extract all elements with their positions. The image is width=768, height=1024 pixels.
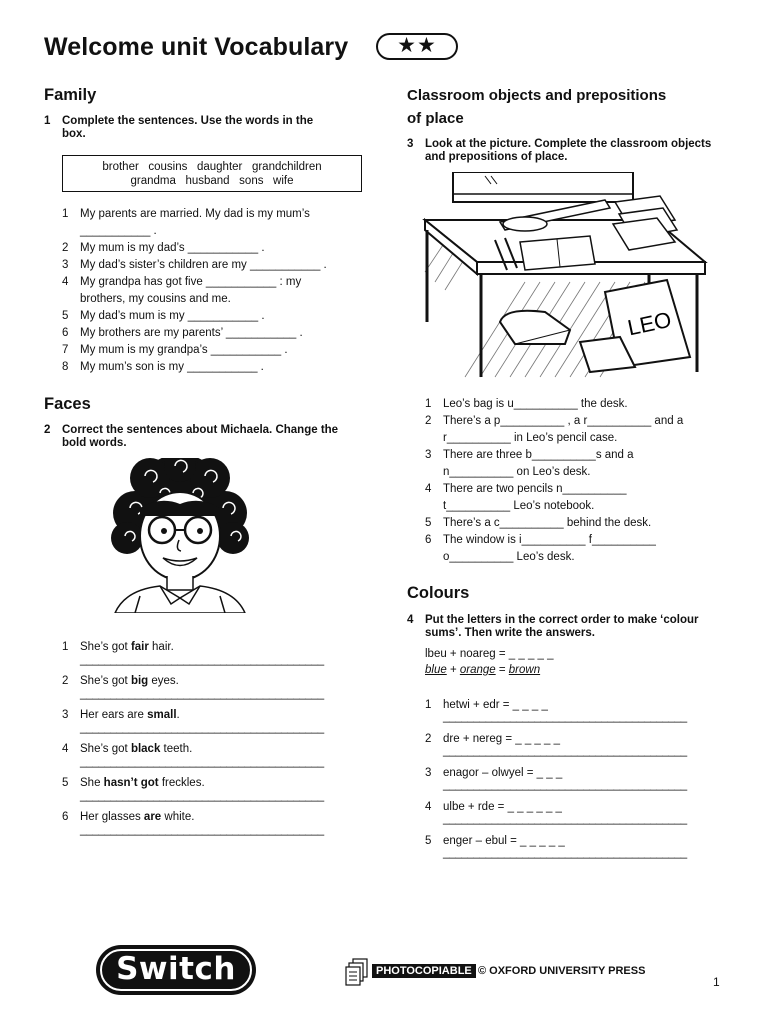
answer-line[interactable]: ________________________________________ — [80, 654, 324, 666]
item-number: 1 — [425, 398, 432, 410]
bold-word: small — [147, 709, 177, 721]
instruction-text: Complete the sentences. Use the words in the box. — [62, 115, 314, 140]
item-text: My mum is my dad’s ___________ . — [80, 242, 265, 254]
bold-word: big — [130, 675, 149, 687]
item-number: 3 — [62, 259, 69, 271]
item-text: There are three b__________s and a — [443, 449, 634, 461]
item-number: 6 — [62, 327, 69, 339]
classroom-illustration — [405, 172, 715, 382]
bold-word: are — [143, 811, 162, 823]
colours-heading: Colours — [407, 584, 470, 602]
classroom-heading-line: of place — [407, 110, 464, 127]
instruction-number: 1 — [44, 115, 51, 127]
item-number: 3 — [62, 709, 69, 721]
item-text-post: white. — [161, 811, 195, 823]
item-text: o__________ Leo’s desk. — [443, 551, 575, 563]
answer-line[interactable]: ________________________________________ — [80, 722, 324, 734]
item-text: My parents are married. My dad is my mum’s — [80, 208, 310, 220]
example-answer-word: orange — [459, 664, 496, 676]
word-box-line: brother cousins daughter grandchildren — [102, 161, 322, 173]
item-number: 6 — [62, 811, 69, 823]
classroom-instruction — [407, 138, 727, 168]
difficulty-stars: ★★ — [376, 33, 458, 60]
item-text: ulbe + rde = _ _ _ _ _ _ — [443, 801, 562, 813]
item-text-pre: She’s got — [80, 641, 131, 653]
item-text-post: teeth. — [160, 743, 193, 755]
example-equals: = — [495, 664, 509, 676]
bold-word: fair — [130, 641, 149, 653]
answer-line[interactable]: ________________________________________ — [80, 824, 324, 836]
item-text-post: . — [176, 709, 180, 721]
item-text: enger – ebul = _ _ _ _ _ — [443, 835, 565, 847]
item-number: 4 — [425, 801, 432, 813]
item-text: ___________ . — [80, 225, 157, 237]
item-number: 8 — [62, 361, 69, 373]
item-text-pre: Her ears are — [80, 709, 148, 721]
page-number: 1 — [713, 975, 720, 989]
instruction-text: Correct the sentences about Michaela. Change the bold words. — [62, 424, 339, 449]
photocopiable-badge: PHOTOCOPIABLE — [372, 964, 476, 978]
instruction-number: 4 — [407, 614, 414, 626]
item-text: My mum’s son is my ___________ . — [80, 361, 264, 373]
faces-heading: Faces — [44, 395, 91, 413]
item-text: enagor – olwyel = _ _ _ — [443, 767, 563, 779]
publisher: © OXFORD UNIVERSITY PRESS — [478, 965, 646, 977]
item-number: 4 — [62, 743, 69, 755]
word-box — [62, 155, 362, 192]
window-shape — [453, 172, 633, 202]
item-text: There’s a p__________ , a r__________ and a — [443, 415, 684, 427]
bold-word: hasn’t got — [103, 777, 159, 789]
item-number: 5 — [62, 310, 69, 322]
example-answer-word: brown — [508, 664, 541, 676]
instruction-text: Put the letters in the correct order to make ‘colour sums’. Then write the answers. — [425, 614, 699, 639]
page-title: Welcome unit Vocabulary — [44, 33, 349, 61]
instruction-number: 3 — [407, 138, 414, 150]
item-text: Leo’s bag is u__________ the desk. — [443, 398, 628, 410]
answer-line[interactable]: ________________________________________ — [443, 813, 687, 825]
example-answer-word: blue — [425, 664, 447, 676]
answer-line[interactable]: ________________________________________ — [443, 847, 687, 859]
item-text: t__________ Leo’s notebook. — [443, 500, 595, 512]
item-text: My dad’s mum is my ___________ . — [80, 310, 265, 322]
classroom-heading — [407, 84, 666, 130]
item-number: 3 — [425, 449, 432, 461]
item-text: My brothers are my parents’ ___________ . — [80, 327, 303, 339]
item-number: 5 — [425, 835, 432, 847]
item-number: 2 — [62, 675, 69, 687]
item-text-post: hair. — [148, 641, 174, 653]
item-text: My dad’s sister’s children are my ___________ . — [80, 259, 327, 271]
item-text: There are two pencils n__________ — [443, 483, 627, 495]
word-box-line: grandma husband sons wife — [130, 175, 294, 187]
item-text-pre: Her glasses — [80, 811, 144, 823]
item-text-post: freckles. — [158, 777, 205, 789]
switch-logo — [96, 945, 256, 995]
answer-line[interactable]: ________________________________________ — [80, 790, 324, 802]
item-number: 2 — [62, 242, 69, 254]
answer-line[interactable]: ________________________________________ — [80, 756, 324, 768]
item-text-post: eyes. — [148, 675, 179, 687]
item-number: 1 — [62, 641, 69, 653]
item-number: 2 — [425, 415, 432, 427]
item-text-pre: She — [80, 777, 104, 789]
example-answer — [425, 662, 540, 679]
item-number: 2 — [425, 733, 432, 745]
item-number: 5 — [425, 517, 432, 529]
item-text: The window is i__________ f__________ — [443, 534, 656, 546]
item-number: 4 — [425, 483, 432, 495]
logo-text: Switch — [116, 951, 236, 987]
item-text: n__________ on Leo’s desk. — [443, 466, 591, 478]
item-text: hetwi + edr = _ _ _ _ — [443, 699, 548, 711]
answer-line[interactable]: ________________________________________ — [80, 688, 324, 700]
item-text: r__________ in Leo’s pencil case. — [443, 432, 618, 444]
item-number: 7 — [62, 344, 69, 356]
item-text-pre: She’s got — [80, 675, 131, 687]
answer-line[interactable]: ________________________________________ — [443, 779, 687, 791]
item-text: My grandpa has got five ___________ : my — [80, 276, 302, 288]
family-heading: Family — [44, 86, 97, 104]
item-number: 4 — [62, 276, 69, 288]
faces-instruction — [44, 424, 364, 454]
classroom-heading-line: Classroom objects and prepositions — [407, 87, 667, 104]
item-number: 6 — [425, 534, 432, 546]
answer-line[interactable]: ________________________________________ — [443, 745, 687, 757]
item-number: 5 — [62, 777, 69, 789]
example-question-text: lbeu + noareg = _ _ _ _ _ — [425, 648, 554, 660]
item-text-pre: She’s got — [80, 743, 131, 755]
answer-line[interactable]: ________________________________________ — [443, 711, 687, 723]
instruction-number: 2 — [44, 424, 51, 436]
item-text: dre + nereg = _ _ _ _ _ — [443, 733, 561, 745]
item-number: 3 — [425, 767, 432, 779]
family-instruction — [44, 115, 344, 145]
colours-instruction — [407, 614, 727, 644]
example-operator: + — [446, 664, 460, 676]
item-number: 1 — [425, 699, 432, 711]
chair-label: LEO — [625, 306, 674, 341]
item-text: There’s a c__________ behind the desk. — [443, 517, 652, 529]
michaela-illustration — [105, 458, 255, 613]
bold-word: black — [130, 743, 161, 755]
item-text: My mum is my grandpa’s ___________ . — [80, 344, 288, 356]
instruction-text: Look at the picture. Complete the classroom objects and prepositions of place. — [425, 138, 712, 163]
item-number: 1 — [62, 208, 69, 220]
item-text: brothers, my cousins and me. — [80, 293, 231, 305]
photocopy-icon — [345, 958, 369, 986]
